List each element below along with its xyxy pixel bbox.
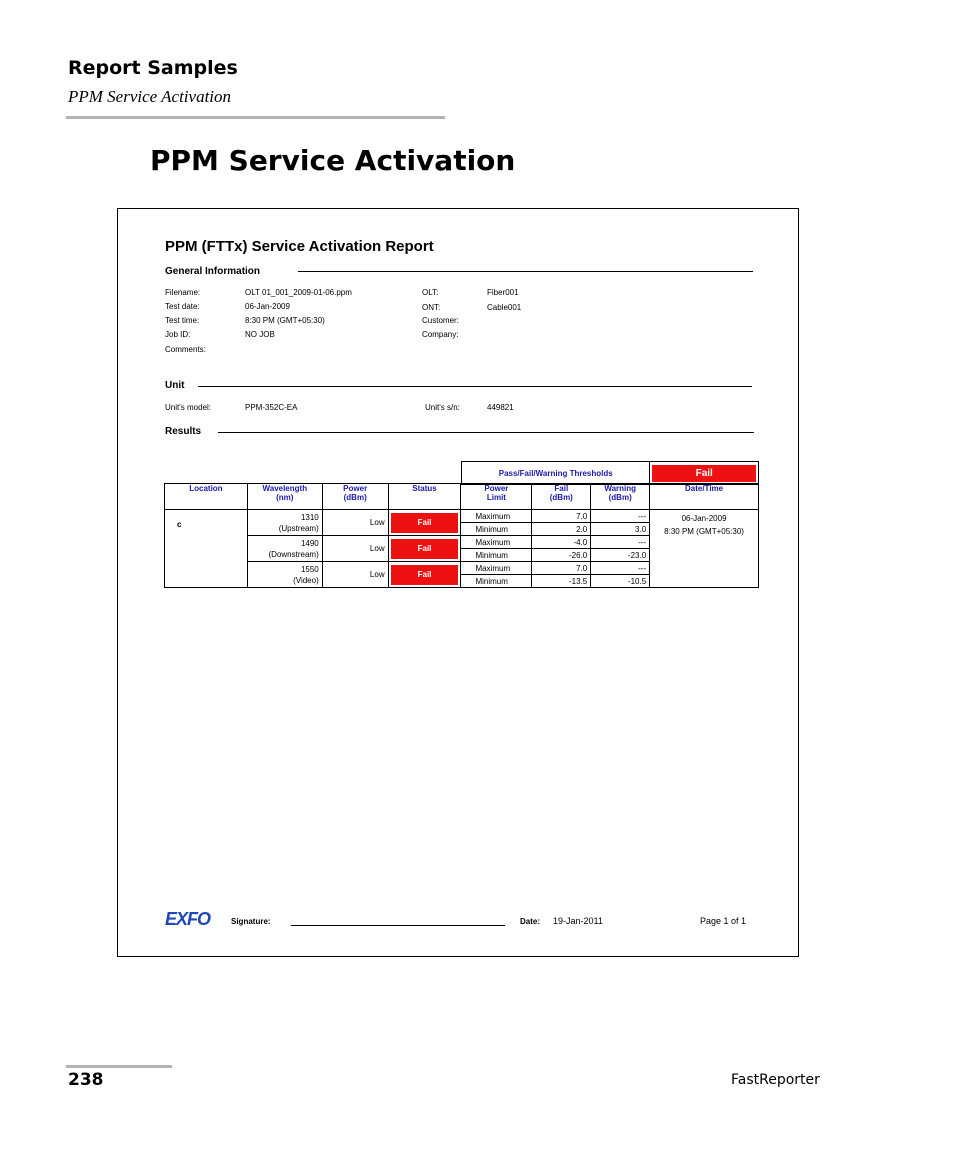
power-cell: Low: [322, 510, 388, 536]
overall-status-badge: Fail: [652, 465, 756, 482]
limit-cell: Minimum: [461, 575, 532, 588]
job-id-value: NO JOB: [245, 330, 275, 339]
test-time-value: 8:30 PM (GMT+05:30): [245, 316, 325, 325]
fail-cell: 7.0: [532, 510, 591, 523]
col-wavelength: Wavelength (nm): [247, 484, 322, 510]
status-cell: [388, 562, 461, 588]
page-count: Page 1 of 1: [700, 916, 747, 926]
limit-cell: Maximum: [461, 562, 532, 575]
header-rule: [66, 116, 445, 119]
wavelength-cell: 1550 (Video): [247, 562, 322, 588]
general-info-heading: General Information: [165, 266, 261, 277]
unit-sn-value: 449821: [487, 403, 514, 412]
subsection-title: PPM Service Activation: [68, 87, 232, 106]
power-cell: Low: [322, 562, 388, 588]
page-title: PPM Service Activation: [150, 144, 516, 177]
job-id-label: Job ID:: [165, 330, 191, 339]
comments-label: Comments:: [165, 345, 206, 354]
limit-cell: Maximum: [461, 536, 532, 549]
warning-cell: 3.0: [591, 523, 650, 536]
table-row: [165, 510, 759, 523]
status-cell: [388, 510, 461, 536]
status-fail-badge: Fail: [391, 565, 459, 585]
customer-label: Customer:: [422, 316, 459, 325]
unit-model-value: PPM-352C-EA: [245, 403, 298, 412]
warning-cell: -10.5: [591, 575, 650, 588]
status-fail-badge: Fail: [391, 539, 459, 559]
thresholds-header: Pass/Fail/Warning Thresholds: [462, 462, 650, 485]
fail-cell: 7.0: [532, 562, 591, 575]
fail-cell: 2.0: [532, 523, 591, 536]
warning-cell: ---: [591, 562, 650, 575]
unit-heading: Unit: [165, 380, 185, 391]
wavelength-cell: 1490 (Downstream): [247, 536, 322, 562]
col-power: Power (dBm): [322, 484, 388, 510]
warning-cell: ---: [591, 510, 650, 523]
general-info-rule: [298, 271, 753, 272]
datetime-cell: 06-Jan-2009 8:30 PM (GMT+05:30): [650, 510, 759, 588]
status-cell: [388, 536, 461, 562]
product-name: FastReporter: [731, 1072, 820, 1088]
fail-cell: -4.0: [532, 536, 591, 549]
limit-cell: Maximum: [461, 510, 532, 523]
col-power-limit: Power Limit: [461, 484, 532, 510]
filename-value: OLT 01_001_2009-01-06.ppm: [245, 288, 352, 297]
signature-label: Signature:: [231, 917, 271, 926]
section-title: Report Samples: [68, 57, 238, 79]
signature-line: [291, 925, 505, 926]
thresholds-header-table: [461, 461, 759, 485]
col-warning: Warning (dBm): [591, 484, 650, 510]
test-time-label: Test time:: [165, 316, 200, 325]
results-rule: [218, 432, 754, 433]
limit-cell: Minimum: [461, 549, 532, 562]
fail-cell: -26.0: [532, 549, 591, 562]
ont-label: ONT:: [422, 303, 441, 312]
date-value: 19-Jan-2011: [553, 916, 603, 926]
fail-cell: -13.5: [532, 575, 591, 588]
col-fail: Fail (dBm): [532, 484, 591, 510]
page-number: 238: [68, 1070, 104, 1090]
filename-label: Filename:: [165, 288, 201, 297]
exfo-logo: EXFO: [165, 909, 211, 929]
unit-sn-label: Unit's s/n:: [425, 403, 460, 412]
wavelength-cell: 1310 (Upstream): [247, 510, 322, 536]
results-table: [164, 483, 759, 588]
warning-cell: -23.0: [591, 549, 650, 562]
col-status: Status: [388, 484, 461, 510]
col-location: Location: [165, 484, 248, 510]
report-title: PPM (FTTx) Service Activation Report: [165, 238, 434, 255]
warning-cell: ---: [591, 536, 650, 549]
unit-model-label: Unit's model:: [165, 403, 211, 412]
olt-label: OLT:: [422, 288, 439, 297]
status-fail-badge: Fail: [391, 513, 459, 533]
company-label: Company:: [422, 330, 459, 339]
test-date-label: Test date:: [165, 302, 200, 311]
results-header-row: [165, 484, 759, 510]
location-cell: c: [165, 510, 248, 588]
col-datetime: Date/Time: [650, 484, 759, 510]
power-cell: Low: [322, 536, 388, 562]
limit-cell: Minimum: [461, 523, 532, 536]
ont-value: Cable001: [487, 303, 522, 312]
results-heading: Results: [165, 426, 202, 437]
date-label: Date:: [520, 917, 541, 926]
olt-value: Fiber001: [487, 288, 519, 297]
unit-rule: [198, 386, 752, 387]
footer-rule: [66, 1065, 172, 1068]
test-date-value: 06-Jan-2009: [245, 302, 290, 311]
